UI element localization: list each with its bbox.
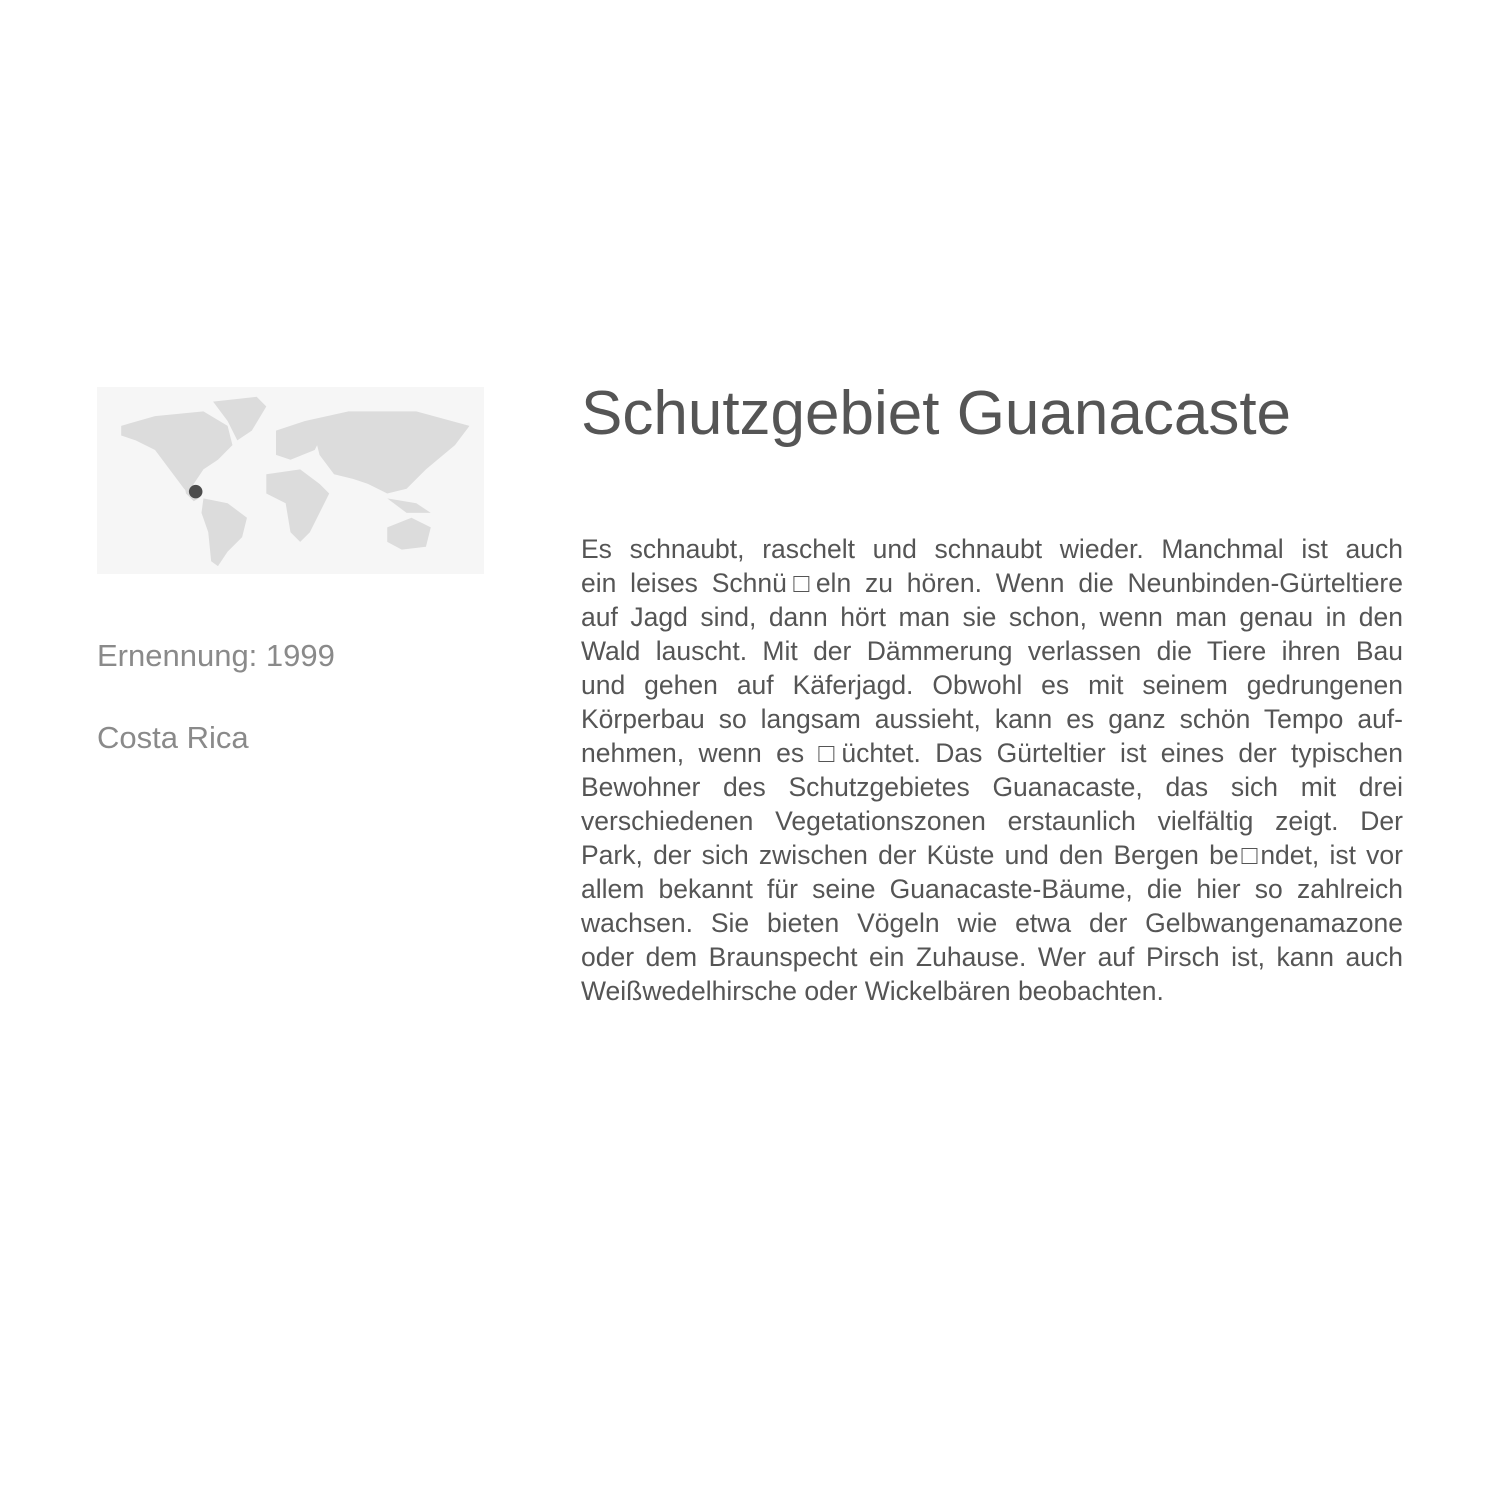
country-label: Costa Rica — [97, 720, 249, 755]
text-line: Bewohner des Schutzgebietes Guanacaste, das sich mit drei — [581, 772, 1403, 802]
africa — [266, 469, 329, 542]
text-line: Wald lauscht. Mit der Dämmerung verlassen die Tiere ihren Bau — [581, 636, 1403, 666]
page-title: Schutzgebiet Guanacaste — [581, 379, 1292, 448]
world-map — [97, 387, 484, 574]
text-line: verschiedenen Vegetationszonen erstaunlich vielfältig zeigt. Der — [581, 806, 1403, 836]
text-line: Körperbau so langsam aussieht, kann es ganz schön Tempo auf- — [581, 704, 1403, 734]
australia — [387, 518, 431, 550]
text-line: allem bekannt für seine Guanacaste-Bäume, die hier so zahlreich — [581, 874, 1403, 904]
text-line: ein leises Schnü□eln zu hören. Wenn die Neunbinden-Gürteltiere — [581, 568, 1403, 598]
asia — [305, 411, 469, 493]
location-marker — [189, 485, 203, 499]
text-line: Es schnaubt, raschelt und schnaubt wieder. Manchmal ist auch — [581, 534, 1403, 564]
text-line: oder dem Braunspecht ein Zuhause. Wer auf Pirsch ist, kann auch — [581, 942, 1403, 972]
south-america — [201, 498, 246, 566]
north-america — [121, 411, 232, 493]
text-line: und gehen auf Käferjagd. Obwohl es mit seinem gedrungenen — [581, 670, 1403, 700]
text-line: wachsen. Sie bieten Vögeln wie etwa der Gelbwangenamazone — [581, 908, 1403, 938]
world-map-graphic — [97, 387, 484, 574]
designation-year: Ernennung: 1999 — [97, 638, 335, 673]
text-line: Park, der sich zwischen der Küste und den Bergen be□ndet, ist vor — [581, 840, 1403, 870]
southeast-asia — [387, 498, 431, 513]
text-line: nehmen, wenn es □üchtet. Das Gürteltier ist eines der typischen — [581, 738, 1403, 768]
description-text — [581, 532, 1403, 1008]
text-line: auf Jagd sind, dann hört man sie schon, wenn man genau in den — [581, 602, 1403, 632]
text-line: Weißwedelhirsche oder Wickelbären beobachten. — [581, 976, 1164, 1006]
